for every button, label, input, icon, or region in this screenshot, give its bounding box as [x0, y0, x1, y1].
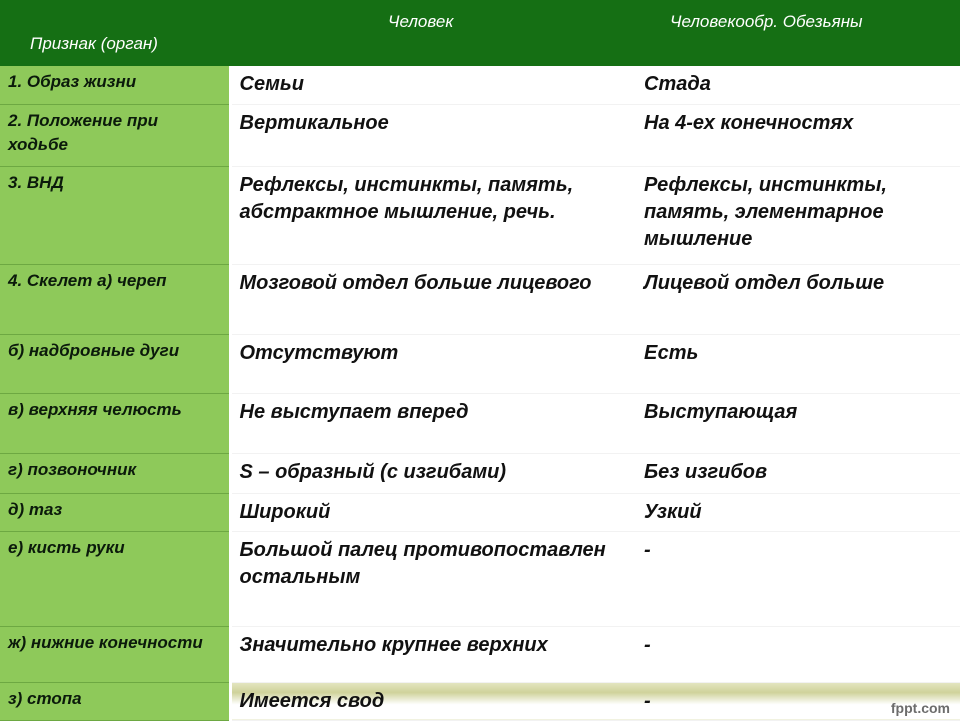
- table-row: [0, 104, 960, 166]
- feature-cell: 1. Образ жизни: [0, 66, 230, 104]
- ape-cell: Рефлексы, инстинкты, память, элементарное мышление: [630, 166, 960, 264]
- feature-cell: в) верхняя челюсть: [0, 393, 230, 453]
- ape-cell: -: [630, 626, 960, 682]
- human-cell: Значительно крупнее верхних: [230, 626, 630, 682]
- human-cell: Семьи: [230, 66, 630, 104]
- ape-cell: -: [630, 682, 960, 720]
- table-row: [0, 626, 960, 682]
- feature-cell: 3. ВНД: [0, 166, 230, 264]
- header-feature: Признак (орган): [0, 0, 230, 66]
- feature-cell: ж) нижние конечности: [0, 626, 230, 682]
- ape-cell: Стада: [630, 66, 960, 104]
- table-header: [0, 0, 960, 66]
- ape-cell: Лицевой отдел больше: [630, 264, 960, 334]
- ape-cell: -: [630, 531, 960, 626]
- header-human: Человек: [230, 0, 630, 66]
- human-cell: Большой палец противопоставлен остальным: [230, 531, 630, 626]
- human-cell: Широкий: [230, 493, 630, 531]
- ape-cell: Выступающая: [630, 393, 960, 453]
- footer-watermark: fppt.com: [890, 700, 950, 716]
- feature-cell: 4. Скелет а) череп: [0, 264, 230, 334]
- feature-cell: з) стопа: [0, 682, 230, 720]
- table-row: [0, 493, 960, 531]
- table-row: [0, 393, 960, 453]
- table-row: [0, 334, 960, 393]
- human-cell: Рефлексы, инстинкты, память, абстрактное мышление, речь.: [230, 166, 630, 264]
- feature-cell: 2. Положение при ходьбе: [0, 104, 230, 166]
- human-cell: Отсутствуют: [230, 334, 630, 393]
- table-row: [0, 264, 960, 334]
- table-row: [0, 453, 960, 493]
- human-cell: Не выступает вперед: [230, 393, 630, 453]
- human-cell: Мозговой отдел больше лицевого: [230, 264, 630, 334]
- table-row: [0, 166, 960, 264]
- ape-cell: На 4-ех конечностях: [630, 104, 960, 166]
- ape-cell: Узкий: [630, 493, 960, 531]
- human-cell: Имеется свод: [230, 682, 630, 720]
- feature-cell: б) надбровные дуги: [0, 334, 230, 393]
- table-row: [0, 682, 960, 720]
- human-cell: S – образный (с изгибами): [230, 453, 630, 493]
- feature-cell: д) таз: [0, 493, 230, 531]
- header-ape: Человекообр. Обезьяны: [630, 0, 960, 66]
- feature-cell: г) позвоночник: [0, 453, 230, 493]
- ape-cell: Есть: [630, 334, 960, 393]
- table-row: [0, 531, 960, 626]
- human-cell: Вертикальное: [230, 104, 630, 166]
- feature-cell: е) кисть руки: [0, 531, 230, 626]
- ape-cell: Без изгибов: [630, 453, 960, 493]
- table-row: [0, 66, 960, 104]
